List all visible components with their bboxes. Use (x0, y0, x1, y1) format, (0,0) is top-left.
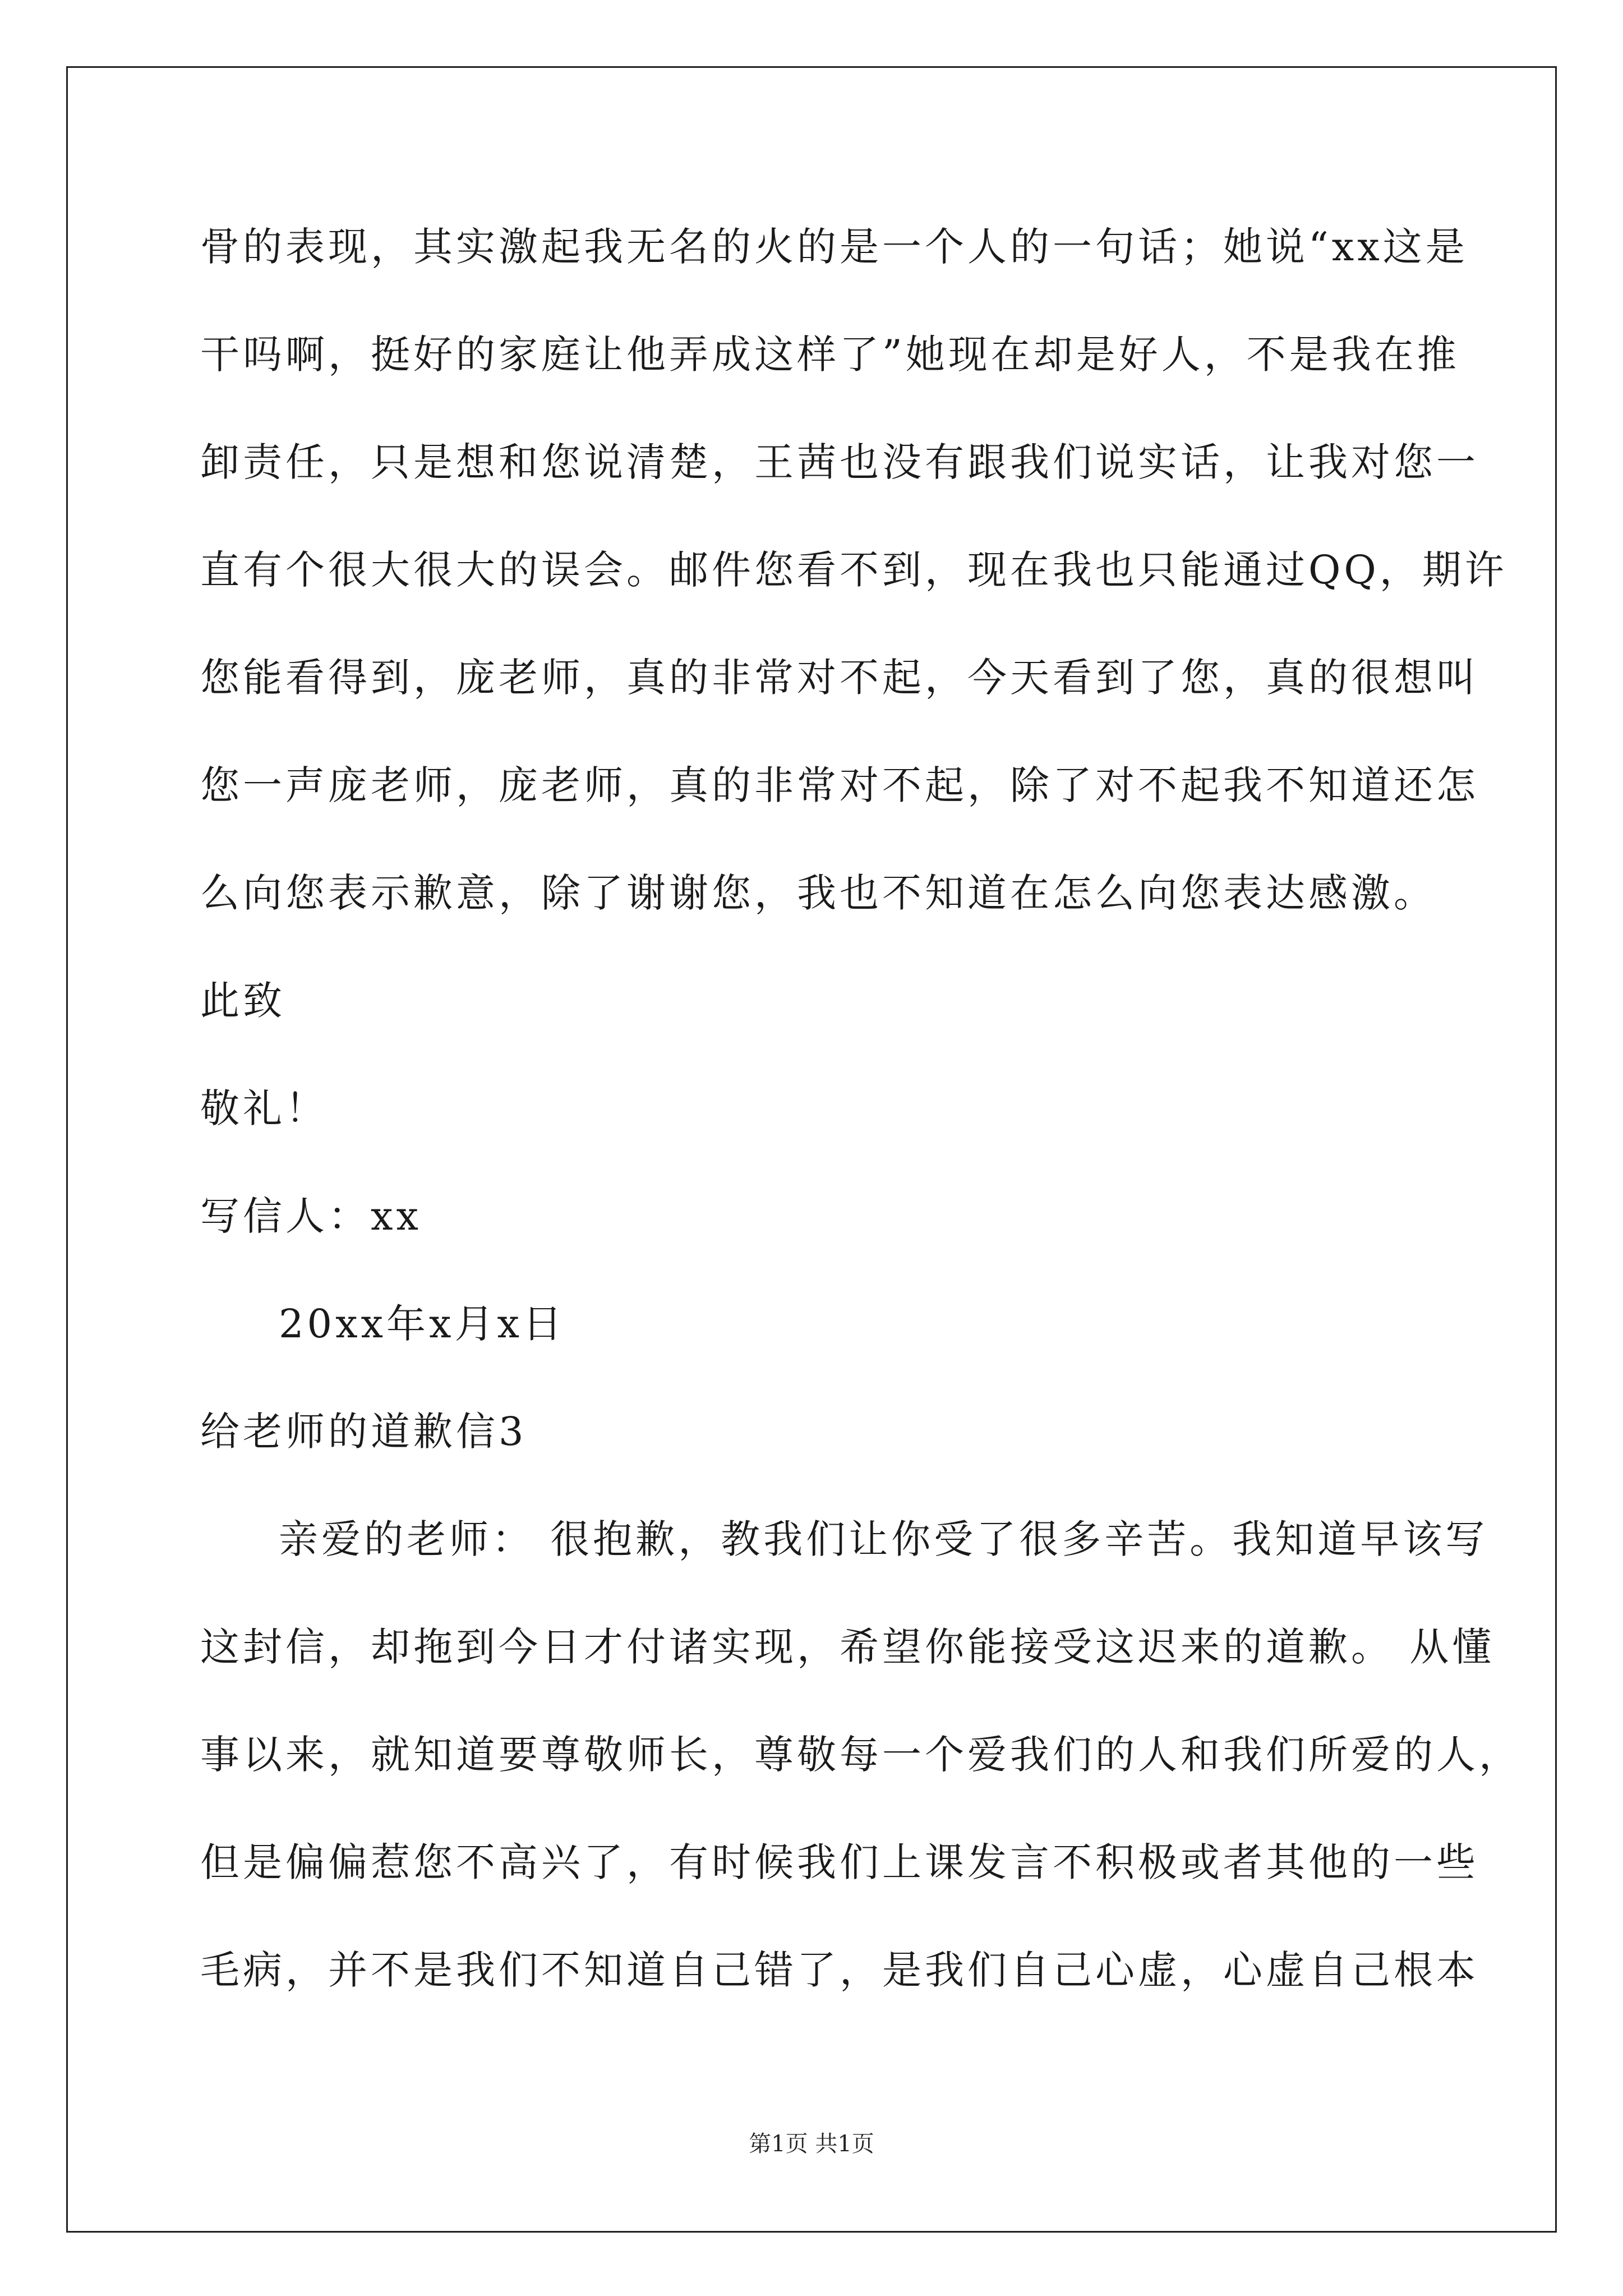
page-border (66, 66, 1557, 2233)
text-line: 这封信，却拖到今日才付诸实现，希望你能接受这迟来的道歉。 从懂 (200, 1624, 1495, 1670)
closing-salutation: 此致 (200, 978, 285, 1024)
text-line: 骨的表现，其实激起我无名的火的是一个人的一句话；她说“xx这是 (200, 224, 1468, 270)
text-line: 干吗啊，挺好的家庭让他弄成这样了”她现在却是好人，不是我在推 (200, 332, 1460, 378)
signature-line: 写信人：xx (200, 1193, 422, 1239)
text-line: 直有个很大很大的误会。邮件您看不到，现在我也只能通过QQ，期许 (200, 547, 1507, 593)
text-line: 您一声庞老师，庞老师，真的非常对不起，除了对不起我不知道还怎 (200, 762, 1479, 808)
text-line: 卸责任，只是想和您说清楚，王茜也没有跟我们说实话，让我对您一 (200, 439, 1479, 485)
text-line: 事以来，就知道要尊敬师长，尊敬每一个爱我们的人和我们所爱的人， (200, 1732, 1521, 1778)
text-line: 亲爱的老师： 很抱歉，教我们让你受了很多辛苦。我知道早该写 (279, 1516, 1488, 1562)
text-line: 但是偏偏惹您不高兴了，有时候我们上课发言不积极或者其他的一些 (200, 1839, 1479, 1885)
closing-respect: 敬礼！ (200, 1085, 328, 1131)
page-number: 第1页 共1页 (749, 2131, 874, 2157)
section-title: 给老师的道歉信3 (200, 1409, 527, 1455)
date-line: 20xx年x月x日 (279, 1301, 565, 1347)
text-line: 毛病，并不是我们不知道自己错了，是我们自己心虚，心虚自己根本 (200, 1947, 1479, 1993)
text-line: 您能看得到，庞老师，真的非常对不起，今天看到了您，真的很想叫 (200, 655, 1479, 701)
text-line: 么向您表示歉意，除了谢谢您，我也不知道在怎么向您表达感激。 (200, 870, 1436, 916)
